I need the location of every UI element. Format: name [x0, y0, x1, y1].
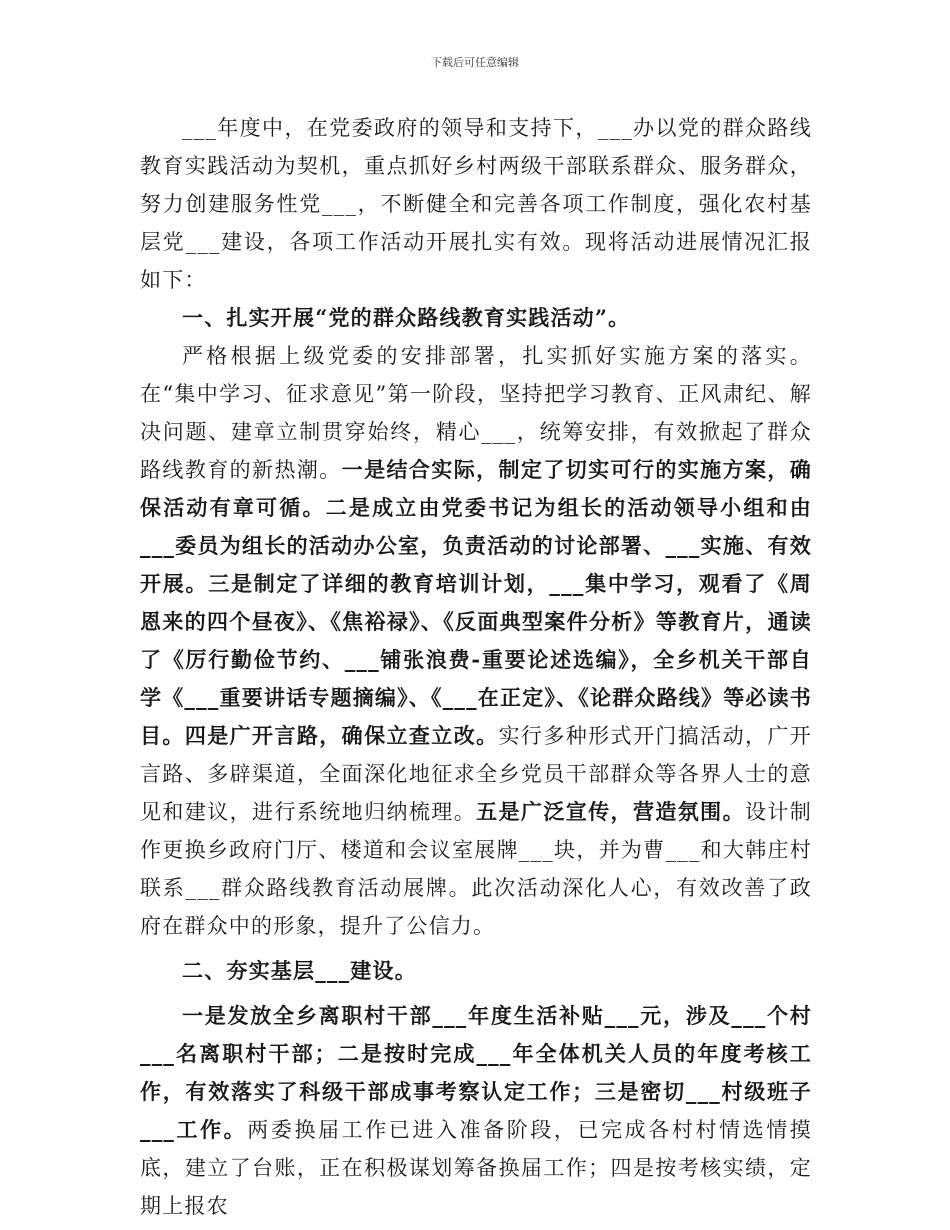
section-1-bold-1: 一是结合实际，制定了切实可行的实施方案，确保活动有章可循。二是成立由党委书记为组长的活动领导小组和由___委员为组长的活动办公室，负责活动的讨论部署、___实施、有效开展。三是制定了详细的教育培训计划，___集中学习，观看了《周恩来的四个昼夜》、《焦裕禄》、《反面典型案件分析》等教育片，通读了《厉行勤俭节约、___铺张浪费-重要论述选编》，全乡机关干部自学《___重要讲话专题摘编》、《___在正定》、《论群众路线》等必读书目。四是广开言路，确保立查立改。	[140, 457, 812, 748]
section-1-text-1: 严格根据上级党委的安排部署，扎实抓好实施方案的落实。在“集中学习、征求意见”第一阶段，坚持把学习教育、正风肃纪、解决问题、建章立制贯穿始终，精心___，统筹安排，有效掀起了群众路线教育的新热潮。	[140, 344, 812, 482]
section-2-paragraph	[140, 997, 812, 1225]
section-2-bold-1: 一是发放全乡离职村干部___年度生活补贴___元，涉及___个村___名离职村干部；二是按时完成___年全体机关人员的年度考核工作，有效落实了科级干部成事考察认定工作；三是密切___村级班子___工作。	[140, 1003, 812, 1142]
section-1-text-3: 设计制作更换乡政府门厅、楼道和会议室展牌___块，并为曹___和大韩庄村联系___群众路线教育活动展牌。此次活动深化人心，有效改善了政府在群众中的形象，提升了公信力。	[140, 800, 812, 938]
section-1-heading: 一、扎实开展“党的群众路线教育实践活动”。	[182, 305, 631, 330]
document-body	[140, 109, 812, 1225]
section-2-text-1: 两委换届工作已进入准备阶段，已完成各村村情选情摸底，建立了台账，正在积极谋划筹备换届工作；四是按考核实绩，定期上报农	[140, 1118, 812, 1218]
section-2-heading: 二、夯实基层___建设。	[182, 958, 417, 983]
section-1-paragraph	[140, 337, 812, 945]
intro-paragraph: ___年度中，在党委政府的领导和支持下，___办以党的群众路线教育实践活动为契机，重点抓好乡村两级干部联系群众、服务群众，努力创建服务性党___，不断健全和完善各项工作制度，强化农村基层党___建设，各项工作活动开展扎实有效。现将活动进展情况汇报如下：	[140, 116, 812, 292]
section-1-text-2: 实行多种形式开门搞活动，广开言路、多辟渠道，全面深化地征求全乡党员干部群众等各界人士的意见和建议，进行系统地归纳梳理。	[140, 724, 812, 824]
page-header: 下载后可任意编辑	[431, 56, 519, 69]
section-1-bold-2: 五是广泛宣传，营造氛围。	[476, 799, 745, 824]
